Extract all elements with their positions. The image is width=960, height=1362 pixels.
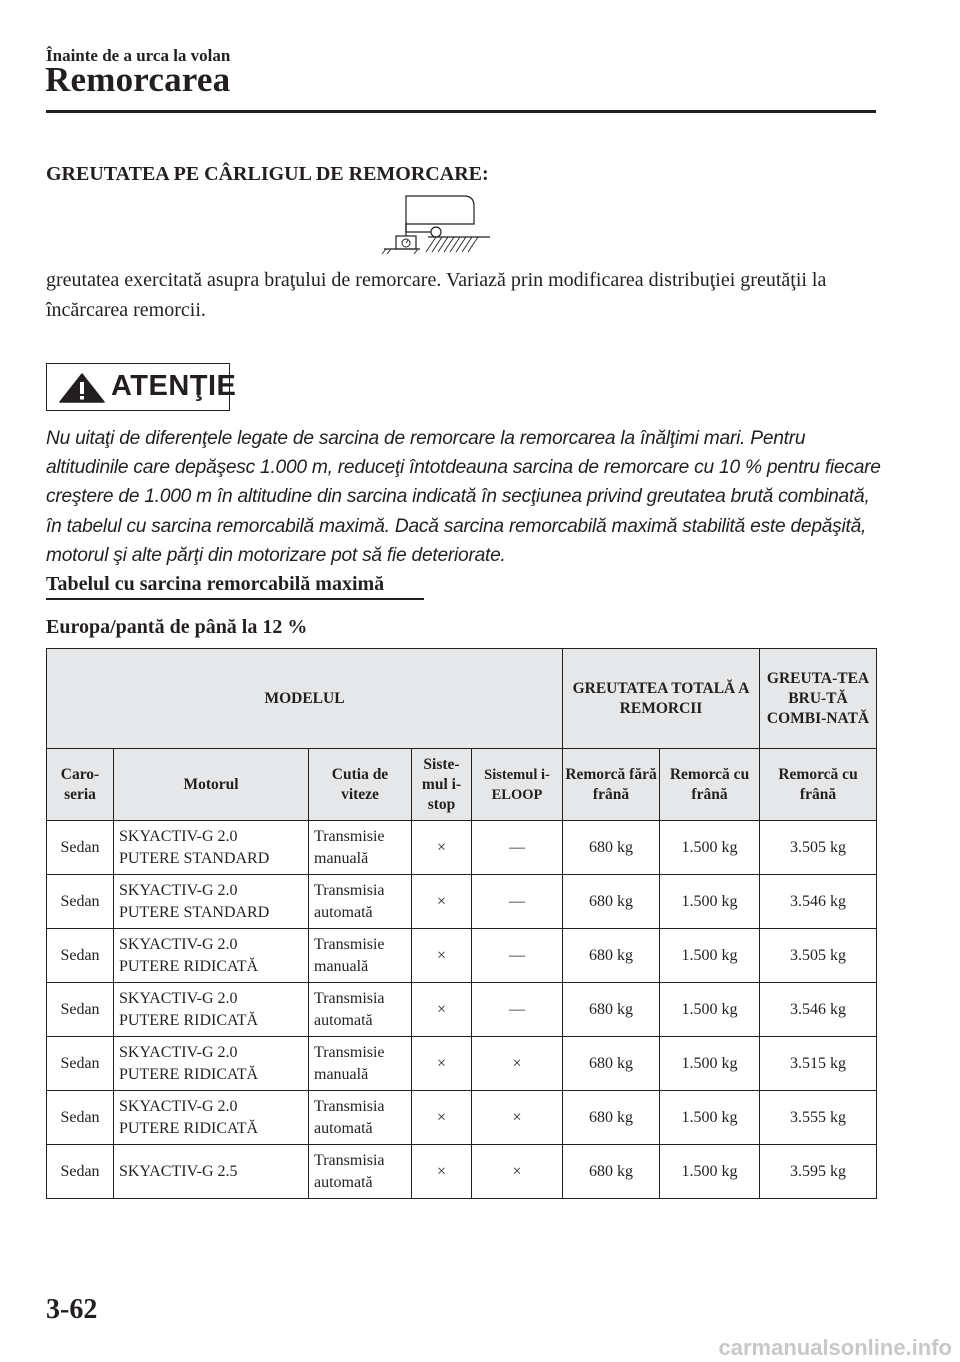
unbraked-cell: 680 kg (563, 929, 660, 983)
attention-text: Nu uitaţi de diferenţele legate de sarcina de remorcare la remorcarea la înălţimi mari. Pentru altitudinile care depăşesc 1.000 m, reduceţi întotdeauna sarcina de remorcare cu 10 % pentru fiecare creştere de 1.000 m în altitudine din sarcina indicată în secţiunea privind greutatea brută combinată, în tabelul cu sarcina remorcabilă maximă. Dacă sarcina remorcabilă maximă stabilită este depăşită, motorul şi alte părţi din motorizare pot să fie deteriorate. (46, 428, 881, 566)
braked-cell: 1.500 kg (660, 821, 760, 875)
istop-cell: × (412, 1037, 472, 1091)
header-divider (46, 110, 876, 113)
column-header: Remorcă cu frână (760, 749, 877, 821)
gross-cell: 3.505 kg (760, 821, 877, 875)
gross-cell: 3.505 kg (760, 929, 877, 983)
gross-cell: 3.546 kg (760, 983, 877, 1037)
engine-cell: SKYACTIV-G 2.0 PUTERE RIDICATĂ (114, 929, 309, 983)
body-cell: Sedan (47, 821, 114, 875)
eloop-cell: — (472, 821, 563, 875)
table-row (47, 1091, 877, 1145)
gross-cell: 3.546 kg (760, 875, 877, 929)
table-title-underline (46, 598, 424, 600)
header-gross-combined-weight: GREUTA-TEA BRU-TĂ COMBI-NATĂ (760, 649, 877, 749)
eloop-cell: — (472, 929, 563, 983)
column-header: Cutia de viteze (309, 749, 412, 821)
braked-cell: 1.500 kg (660, 929, 760, 983)
table-row (47, 821, 877, 875)
table-title: Tabelul cu sarcina remorcabilă maximă (46, 573, 385, 595)
braked-cell: 1.500 kg (660, 1037, 760, 1091)
body-cell: Sedan (47, 1145, 114, 1199)
istop-cell: × (412, 1091, 472, 1145)
gross-cell: 3.555 kg (760, 1091, 877, 1145)
page-number: 3-62 (46, 1294, 98, 1325)
column-header: Remorcă fără frână (563, 749, 660, 821)
istop-cell: × (412, 1145, 472, 1199)
chapter-title: Remorcarea (45, 60, 231, 99)
engine-cell: SKYACTIV-G 2.0 PUTERE RIDICATĂ (114, 983, 309, 1037)
gearbox-cell: Transmisie manuală (309, 1037, 412, 1091)
body-cell: Sedan (47, 1091, 114, 1145)
column-header: Sistemul i-ELOOP (472, 749, 563, 821)
eloop-cell: — (472, 983, 563, 1037)
istop-cell: × (412, 821, 472, 875)
table-row (47, 1037, 877, 1091)
column-header: Remorcă cu frână (660, 749, 760, 821)
body-cell: Sedan (47, 875, 114, 929)
table-row (47, 929, 877, 983)
body-cell: Sedan (47, 983, 114, 1037)
header-total-trailer-weight: GREUTATEA TOTALĂ A REMORCII (563, 649, 760, 749)
unbraked-cell: 680 kg (563, 875, 660, 929)
column-header: Motorul (114, 749, 309, 821)
gearbox-cell: Transmisia automată (309, 1091, 412, 1145)
gross-cell: 3.595 kg (760, 1145, 877, 1199)
table-row (47, 1145, 877, 1199)
engine-cell: SKYACTIV-G 2.0 PUTERE STANDARD (114, 821, 309, 875)
tongue-weight-description: greutatea exercitată asupra braţului de remorcare. Variază prin modificarea distribuţiei greutăţii la încărcarea remorcii. (46, 269, 827, 321)
unbraked-cell: 680 kg (563, 1091, 660, 1145)
table-row (47, 875, 877, 929)
section-title: Înainte de a urca la volan (46, 46, 231, 65)
engine-cell: SKYACTIV-G 2.0 PUTERE STANDARD (114, 875, 309, 929)
attention-label: ATENŢIE (111, 370, 237, 402)
gearbox-cell: Transmisia automată (309, 1145, 412, 1199)
max-towing-table (46, 648, 877, 1199)
tongue-weight-heading: GREUTATEA PE CÂRLIGUL DE REMORCARE: (46, 163, 489, 185)
gearbox-cell: Transmisie manuală (309, 821, 412, 875)
gearbox-cell: Transmisia automată (309, 875, 412, 929)
istop-cell: × (412, 875, 472, 929)
braked-cell: 1.500 kg (660, 983, 760, 1037)
header-model: MODELUL (47, 649, 563, 749)
eloop-cell: × (472, 1091, 563, 1145)
braked-cell: 1.500 kg (660, 1091, 760, 1145)
warning-triangle-icon (59, 373, 105, 408)
column-header: Siste-mul i-stop (412, 749, 472, 821)
unbraked-cell: 680 kg (563, 983, 660, 1037)
braked-cell: 1.500 kg (660, 1145, 760, 1199)
unbraked-cell: 680 kg (563, 1145, 660, 1199)
engine-cell: SKYACTIV-G 2.0 PUTERE RIDICATĂ (114, 1037, 309, 1091)
engine-cell: SKYACTIV-G 2.0 PUTERE RIDICATĂ (114, 1091, 309, 1145)
engine-cell: SKYACTIV-G 2.5 (114, 1145, 309, 1199)
body-cell: Sedan (47, 929, 114, 983)
unbraked-cell: 680 kg (563, 1037, 660, 1091)
column-header: Caro-seria (47, 749, 114, 821)
braked-cell: 1.500 kg (660, 875, 760, 929)
istop-cell: × (412, 983, 472, 1037)
gearbox-cell: Transmisie manuală (309, 929, 412, 983)
eloop-cell: — (472, 875, 563, 929)
tongue-weight-scale-icon (378, 194, 490, 259)
gearbox-cell: Transmisia automată (309, 983, 412, 1037)
gross-cell: 3.515 kg (760, 1037, 877, 1091)
table-row (47, 983, 877, 1037)
table-subtitle: Europa/pantă de până la 12 % (46, 616, 308, 638)
eloop-cell: × (472, 1145, 563, 1199)
eloop-cell: × (472, 1037, 563, 1091)
body-cell: Sedan (47, 1037, 114, 1091)
watermark: carmanualsonline.info (718, 1335, 952, 1360)
unbraked-cell: 680 kg (563, 821, 660, 875)
attention-box (46, 363, 237, 411)
istop-cell: × (412, 929, 472, 983)
